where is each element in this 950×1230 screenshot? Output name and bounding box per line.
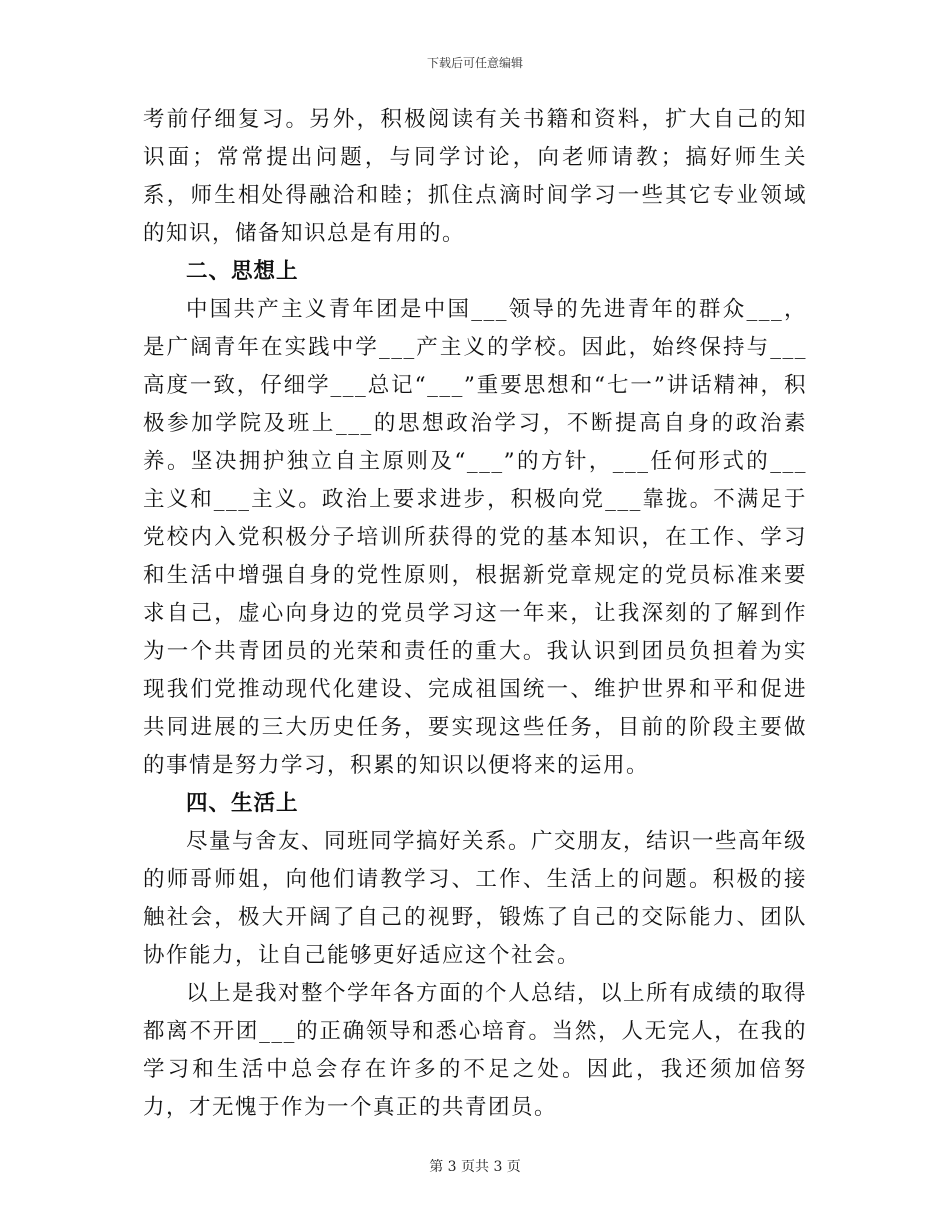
paragraph-study-continued: 考前仔细复习。另外，积极阅读有关书籍和资料，扩大自己的知识面；常常提出问题，与同学讨论，向老师请教；搞好师生关系，师生相处得融洽和睦；抓住点滴时间学习一些其它专业领域的知识，储备知识总是有用的。 — [143, 107, 807, 246]
page-header-note: 下载后可任意编辑 — [426, 56, 523, 70]
paragraph-ideology: 中国共产主义青年团是中国___领导的先进青年的群众___，是广阔青年在实践中学___产主义的学校。因此，始终保持与___高度一致，仔细学___总记“___”重要思想和“七一”讲话精神，积极参加学院及班上___的思想政治学习，不断提高自身的政治素养。坚决拥护独立自主原则及“___”的方针，___任何形式的___主义和___主义。政治上要求进步，积极向党___靠拢。不满足于党校内入党积极分子培训所获得的党的基本知识，在工作、学习和生活中增强自身的党性原则，根据新党章规定的党员标准来要求自己，虚心向身边的党员学习这一年来，让我深刻的了解到作为一个共青团员的光荣和责任的重大。我认识到团员负担着为实现我们党推动现代化建设、完成祖国统一、维护世界和平和促进共同进展的三大历史任务，要实现这些任务，目前的阶段主要做的事情是努力学习，积累的知识以便将来的运用。 — [143, 297, 807, 778]
page-number-footer: 第 3 页共 3 页 — [429, 1159, 521, 1175]
section-heading-life: 四、生活上 — [186, 791, 299, 816]
paragraph-life: 尽量与舍友、同班同学搞好关系。广交朋友，结识一些高年级的师哥师姐，向他们请教学习、工作、生活上的问题。积极的接触社会，极大开阔了自己的视野，锻炼了自己的交际能力、团队协作能力，让自己能够更好适应这个社会。 — [143, 829, 808, 968]
document-body — [143, 101, 807, 1127]
section-heading-ideology: 二、思想上 — [186, 259, 299, 284]
paragraph-conclusion: 以上是我对整个学年各方面的个人总结，以上所有成绩的取得都离不开团___的正确领导和悉心培育。当然，人无完人，在我的学习和生活中总会存在许多的不足之处。因此，我还须加倍努力，才无愧于作为一个真正的共青团员。 — [143, 981, 808, 1120]
